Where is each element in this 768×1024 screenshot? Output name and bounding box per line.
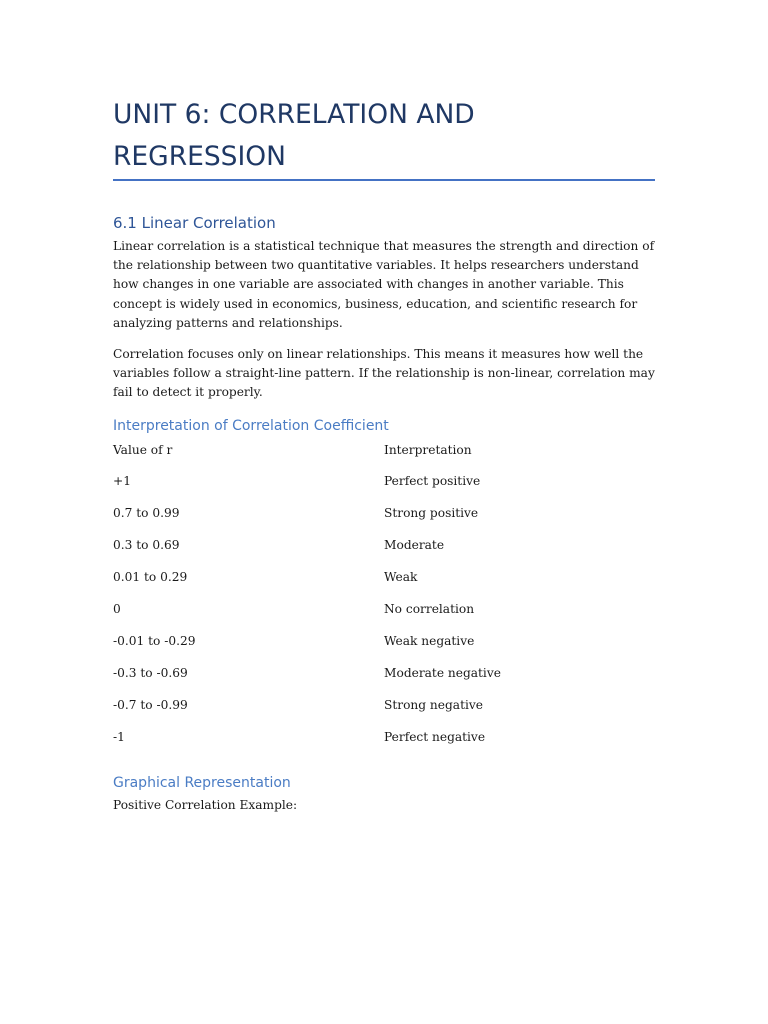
paragraph-linear-relationships: Correlation focuses only on linear relationships. This means it measures how well the variables follow a straight-line pattern. If the relationship is non-linear, correlation may fail to detect it properly. [113,347,655,400]
graphical-caption: Positive Correlation Example: [113,798,298,812]
table-cell-value: 0.3 to 0.69 [113,538,180,552]
table-cell-value: -0.3 to -0.69 [113,666,188,680]
table-row [113,599,655,619]
table-cell-value: 0.01 to 0.29 [113,570,188,584]
table-header-value: Value of r [113,443,173,457]
table-cell-value: -0.7 to -0.99 [113,698,188,712]
table-cell-interpretation: Perfect negative [384,730,486,744]
table-row [113,567,655,587]
subheading-interpretation: Interpretation of Correlation Coefficient [113,418,389,434]
section-heading: 6.1 Linear Correlation [113,214,276,232]
table-row [113,663,655,683]
table-cell-value: 0 [113,602,121,616]
table-cell-value: +1 [113,474,131,488]
page-title: UNIT 6: CORRELATION AND REGRESSION [113,99,475,172]
table-cell-interpretation: Moderate negative [384,666,501,680]
table-row [113,471,655,491]
table-row [113,695,655,715]
table-cell-interpretation: Moderate [384,538,445,552]
subheading-graphical: Graphical Representation [113,775,291,791]
title-divider [113,179,655,181]
table-row [113,727,655,747]
table-cell-value: 0.7 to 0.99 [113,506,180,520]
table-cell-value: -1 [113,730,125,744]
table-row [113,631,655,651]
table-cell-interpretation: Weak negative [384,634,475,648]
table-cell-interpretation: Weak [384,570,418,584]
table-cell-interpretation: No correlation [384,602,475,616]
table-cell-interpretation: Perfect positive [384,474,481,488]
table-cell-interpretation: Strong negative [384,698,483,712]
table-header-row [113,440,655,460]
table-header-interpretation: Interpretation [384,443,472,457]
table-row [113,535,655,555]
table-row [113,503,655,523]
table-cell-interpretation: Strong positive [384,506,479,520]
paragraph-linear-correlation: Linear correlation is a statistical technique that measures the strength and direction of the relationship between two quantitative variables. It helps researchers understand how changes in one variable are associated with changes in another variable. This concept is widely used in economics, business, education, and scientific research for analyzing patterns and relationships. [113,239,655,330]
table-cell-value: -0.01 to -0.29 [113,634,196,648]
